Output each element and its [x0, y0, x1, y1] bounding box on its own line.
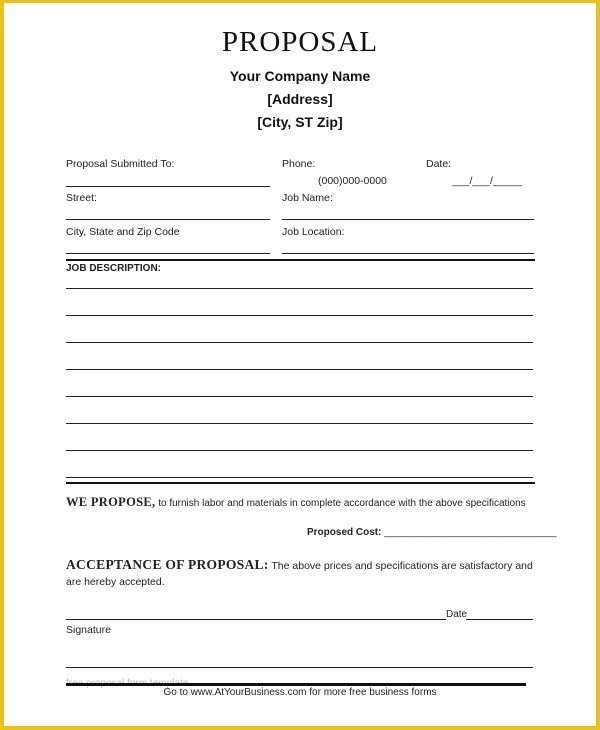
street-line[interactable]	[66, 219, 270, 220]
submitted-to-line[interactable]	[66, 186, 270, 187]
watermark-text: free proposal form template	[66, 678, 189, 689]
job-description-line-7[interactable]	[66, 450, 533, 451]
job-description-line-1[interactable]	[66, 288, 533, 289]
proposed-cost-label: Proposed Cost:	[307, 527, 382, 538]
date-sign-line[interactable]	[466, 619, 533, 620]
footer-text: Go to www.AtYourBusiness.com for more free business forms	[163, 687, 437, 698]
phone-label: Phone:	[282, 158, 316, 170]
job-description-line-6[interactable]	[66, 423, 533, 424]
we-propose-text: to furnish labor and materials in complete accordance with the above specifications	[158, 498, 526, 509]
company-address: [Address]	[267, 91, 333, 107]
job-description-rule	[66, 259, 535, 261]
we-propose-row	[66, 495, 526, 510]
acceptance-text-2: are hereby accepted.	[66, 576, 165, 588]
job-description-line-2[interactable]	[66, 315, 533, 316]
job-description-line-4[interactable]	[66, 369, 533, 370]
second-signature-line[interactable]	[66, 667, 533, 668]
acceptance-text-1: The above prices and specifications are satisfactory and	[271, 560, 533, 572]
phone-value: (000)000-0000	[318, 175, 387, 187]
date-label: Date:	[426, 158, 452, 170]
job-description-line-5[interactable]	[66, 396, 533, 397]
company-city: [City, ST Zip]	[257, 114, 343, 130]
city-state-zip-label: City, State and Zip Code	[66, 226, 180, 238]
we-propose-heading: WE PROPOSE,	[66, 495, 156, 509]
proposed-cost-row	[307, 527, 557, 538]
signature-line[interactable]	[66, 619, 384, 620]
street-label: Street:	[66, 192, 97, 204]
job-description-bottom-rule	[66, 482, 535, 484]
job-location-label: Job Location:	[282, 226, 345, 238]
company-name: Your Company Name	[229, 68, 371, 84]
signature-line-extension	[384, 619, 446, 620]
job-location-line[interactable]	[282, 253, 534, 254]
proposed-cost-blank[interactable]: _______________________________	[384, 527, 557, 538]
city-state-zip-line[interactable]	[66, 253, 270, 254]
job-name-label: Job Name:	[282, 192, 333, 204]
date-sign-label: Date	[446, 609, 468, 620]
document-title: PROPOSAL	[221, 26, 379, 58]
acceptance-heading: ACCEPTANCE OF PROPOSAL:	[66, 557, 269, 572]
form-page	[4, 3, 596, 726]
job-description-line-3[interactable]	[66, 342, 533, 343]
footer-rule	[66, 683, 526, 686]
job-description-line-8[interactable]	[66, 477, 533, 478]
submitted-to-label: Proposal Submitted To:	[66, 158, 175, 170]
job-name-line[interactable]	[282, 219, 534, 220]
signature-label: Signature	[66, 624, 111, 636]
job-description-label: JOB DESCRIPTION:	[66, 263, 162, 274]
acceptance-row	[66, 557, 533, 573]
date-value: ___/___/_____	[452, 175, 523, 187]
